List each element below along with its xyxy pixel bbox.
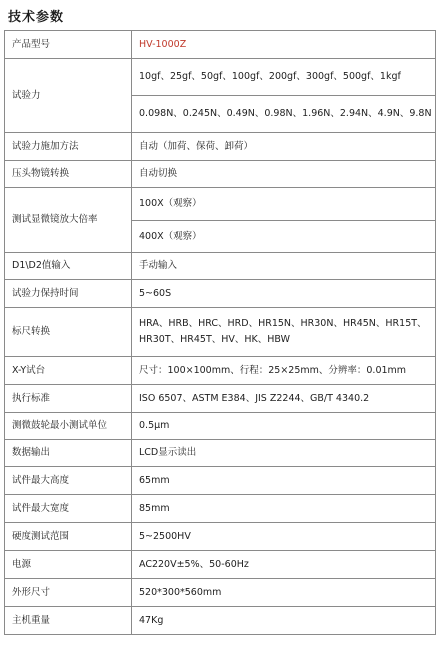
row-value-data-output: LCD显示读出	[132, 440, 436, 467]
row-label-model: 产品型号	[5, 31, 132, 59]
table-row	[5, 59, 436, 133]
table-row	[5, 133, 436, 161]
row-label-magnification: 测试显微镜放大倍率	[5, 188, 132, 253]
row-label-test-force: 试验力	[5, 59, 132, 133]
row-value-standards: ISO 6507、ASTM E384、JIS Z2244、GB/T 4340.2	[132, 385, 436, 413]
row-value-scale-conversion	[132, 308, 436, 357]
table-row	[5, 523, 436, 551]
table-row	[5, 253, 436, 280]
row-label-max-width: 试件最大宽度	[5, 495, 132, 523]
table-row	[5, 385, 436, 413]
table-row	[5, 280, 436, 308]
row-value-hold-time: 5~60S	[132, 280, 436, 308]
row-label-weight: 主机重量	[5, 607, 132, 635]
table-row	[5, 467, 436, 495]
row-value-max-width: 85mm	[132, 495, 436, 523]
row-label-d1d2-input: D1\D2值输入	[5, 253, 132, 280]
row-value-force-method: 自动（加荷、保荷、卸荷）	[132, 133, 436, 161]
row-value-d1d2-input: 手动输入	[132, 253, 436, 280]
row-label-standards: 执行标准	[5, 385, 132, 413]
row-value-dimensions: 520*300*560mm	[132, 579, 436, 607]
scale-line-1: HRA、HRB、HRC、HRD、HR15N、HR30N、HR45N、HR15T、	[139, 318, 427, 329]
table-row	[5, 357, 436, 385]
row-label-force-method: 试验力施加方法	[5, 133, 132, 161]
row-label-indenter-switch: 压头物镜转换	[5, 161, 132, 188]
row-label-dimensions: 外形尺寸	[5, 579, 132, 607]
magnification-400x: 400X（观察）	[139, 231, 202, 242]
row-label-max-height: 试件最大高度	[5, 467, 132, 495]
row-label-hold-time: 试验力保持时间	[5, 280, 132, 308]
test-force-newton: 0.098N、0.245N、0.49N、0.98N、1.96N、2.94N、4.9N、9.8N	[139, 108, 432, 119]
row-value-indenter-switch: 自动切换	[132, 161, 436, 188]
row-label-data-output: 数据输出	[5, 440, 132, 467]
magnification-100x: 100X（观察）	[132, 188, 435, 221]
row-value-xy-stage: 尺寸：100×100mm、行程：25×25mm、分辨率：0.01mm	[132, 357, 436, 385]
table-row	[5, 413, 436, 440]
row-value-power: AC220V±5%、50-60Hz	[132, 551, 436, 579]
row-value-max-height: 65mm	[132, 467, 436, 495]
test-force-gf: 10gf、25gf、50gf、100gf、200gf、300gf、500gf、1kgf	[132, 59, 435, 96]
row-label-xy-stage: X-Y试台	[5, 357, 132, 385]
table-row	[5, 495, 436, 523]
table-row	[5, 161, 436, 188]
row-value-test-force	[132, 59, 436, 133]
table-row	[5, 607, 436, 635]
section-heading: 技术参数	[8, 10, 65, 25]
table-row	[5, 31, 436, 59]
table-row	[5, 188, 436, 253]
row-value-model: HV-1000Z	[132, 31, 436, 59]
row-label-min-unit: 测微鼓轮最小测试单位	[5, 413, 132, 440]
row-label-scale-conversion: 标尺转换	[5, 308, 132, 357]
row-label-power: 电源	[5, 551, 132, 579]
scale-line-2: HR30T、HR45T、HV、HK、HBW	[139, 334, 291, 345]
table-row	[5, 440, 436, 467]
table-row	[5, 551, 436, 579]
table-row	[5, 579, 436, 607]
spec-table	[4, 30, 436, 635]
row-label-hardness-range: 硬度测试范围	[5, 523, 132, 551]
row-value-magnification	[132, 188, 436, 253]
table-row	[5, 308, 436, 357]
row-value-min-unit: 0.5μm	[132, 413, 436, 440]
row-value-hardness-range: 5~2500HV	[132, 523, 436, 551]
row-value-weight: 47Kg	[132, 607, 436, 635]
